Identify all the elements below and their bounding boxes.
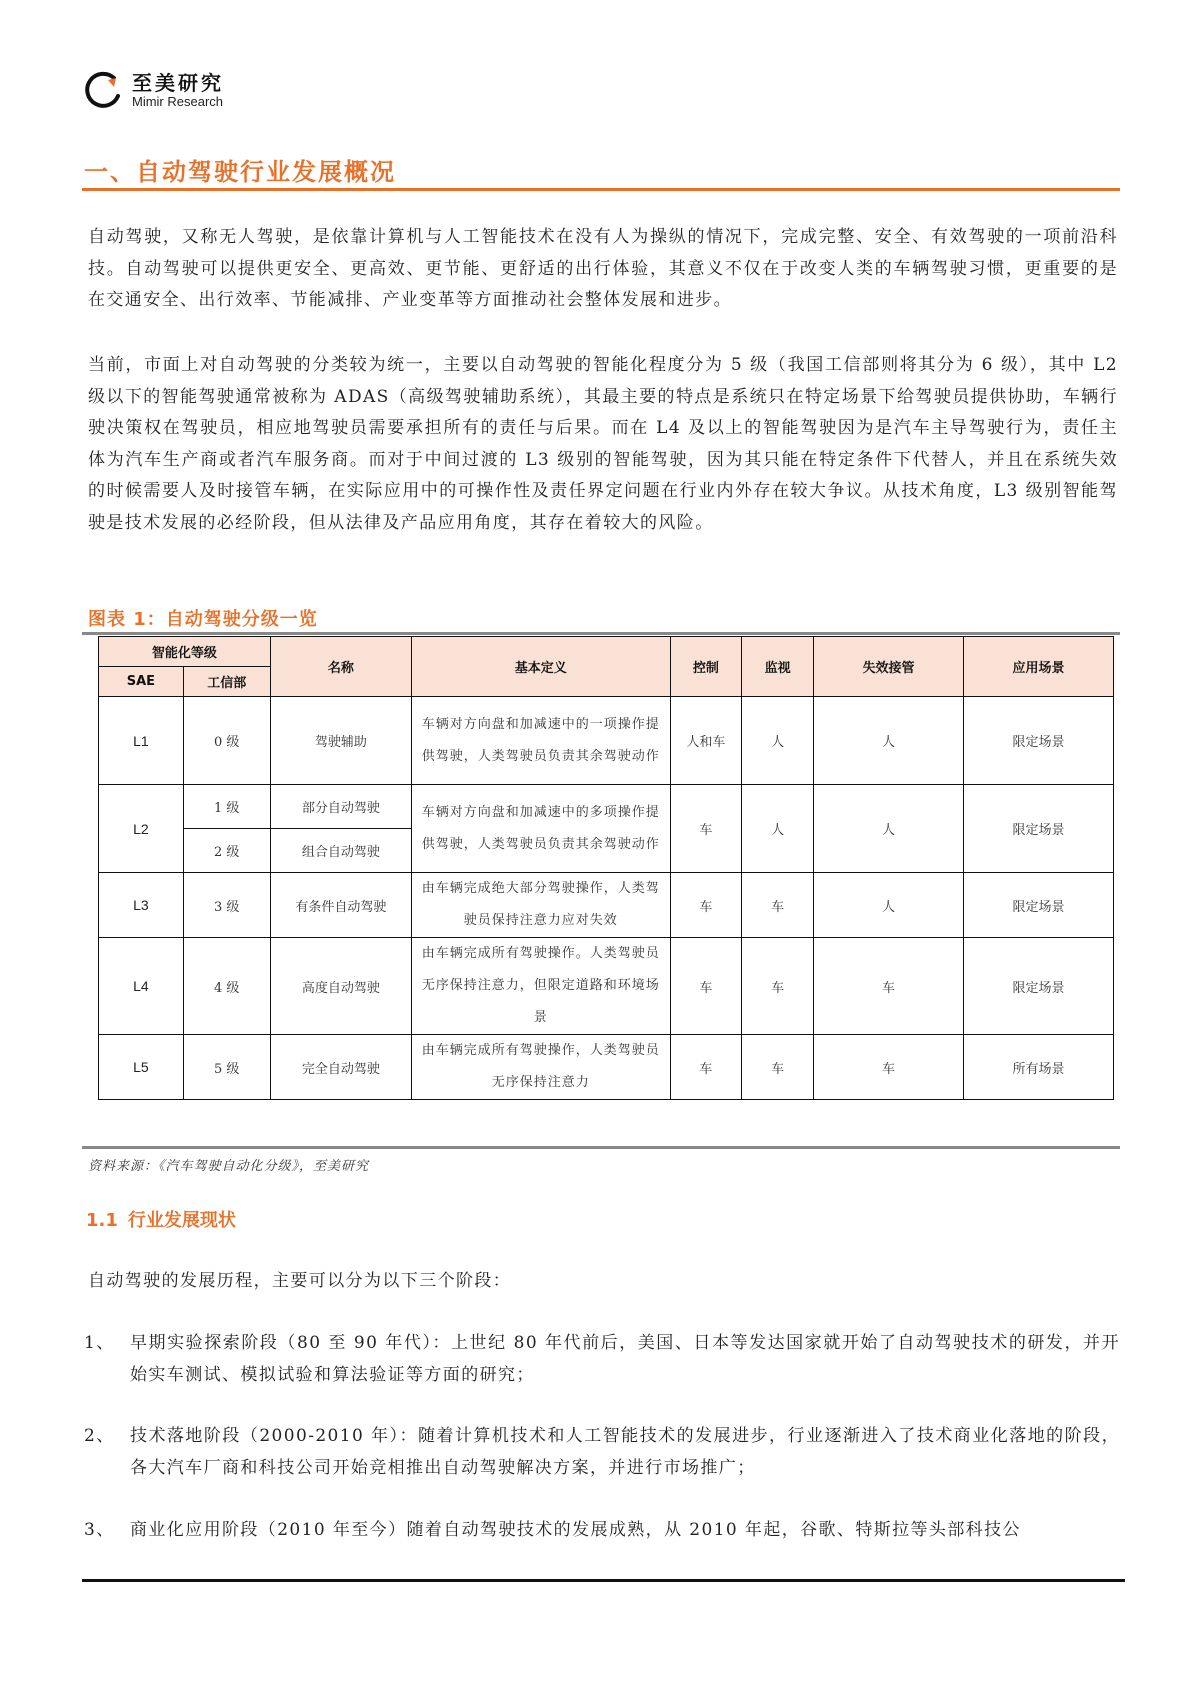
cell-name: 高度自动驾驶 [270, 938, 411, 1035]
cell-name: 部分自动驾驶 [270, 785, 411, 829]
header-scenario: 应用场景 [963, 637, 1113, 697]
cell-monitor: 车 [742, 1035, 814, 1100]
cell-definition: 车辆对方向盘和加减速中的多项操作提供驾驶，人类驾驶员负责其余驾驶动作 [411, 785, 670, 873]
cell-fallback: 人 [814, 697, 964, 785]
autonomy-levels-table [98, 636, 1114, 1100]
brand-logo [84, 70, 224, 110]
table-row [99, 1035, 1114, 1100]
subsection-intro: 自动驾驶的发展历程，主要可以分为以下三个阶段： [88, 1271, 512, 1291]
cell-monitor: 车 [742, 938, 814, 1035]
brand-name-en: Mimir Research [132, 93, 224, 109]
cell-fallback: 车 [814, 938, 964, 1035]
cell-control: 车 [670, 873, 742, 938]
list-index: 2、 [84, 1426, 115, 1446]
brand-name-cn: 至美研究 [132, 70, 224, 95]
cell-monitor: 车 [742, 873, 814, 938]
cell-miit: 3 级 [183, 873, 270, 938]
cell-name: 组合自动驾驶 [270, 829, 411, 873]
cell-sae: L2 [99, 785, 184, 873]
list-index: 3、 [84, 1520, 115, 1540]
paragraph-classification: 当前，市面上对自动驾驶的分类较为统一，主要以自动驾驶的智能化程度分为 5 级（我国工信部则将其分为 6 级），其中 L2 级以下的智能驾驶通常被称为 ADAS（高级驾驶辅助系统），其最主要的特点是系统只在特定场景下给驾驶员提供协助，车辆行驶决策权在驾驶员，相应地驾驶员需要承担所有的责任与后果。而在 L4 及以上的智能驾驶因为是汽车主导驾驶行为，责任主体为汽车生产商或者汽车服务商。而对于中间过渡的 L3 级别的智能驾驶，因为其只能在特定条件下代替人，并且在系统失效的时候需要人及时接管车辆，在实际应用中的可操作性及责任界定问题在行业内外存在较大争议。从技术角度，L3 级别智能驾驶是技术发展的必经阶段，但从法律及产品应用角度，其存在着较大的风险。 [88, 355, 1118, 533]
cell-control: 车 [670, 1035, 742, 1100]
cell-miit: 5 级 [183, 1035, 270, 1100]
logo-ring-icon [84, 70, 124, 110]
figure-title: 图表 1：自动驾驶分级一览 [88, 609, 318, 630]
table-row [99, 873, 1114, 938]
cell-scenario: 限定场景 [963, 938, 1113, 1035]
cell-name: 有条件自动驾驶 [270, 873, 411, 938]
table-row [99, 938, 1114, 1035]
section-heading: 一、自动驾驶行业发展概况 [84, 158, 396, 186]
cell-name: 完全自动驾驶 [270, 1035, 411, 1100]
header-miit: 工信部 [183, 667, 270, 697]
cell-miit: 0 级 [183, 697, 270, 785]
list-text: 早期实验探索阶段（80 至 90 年代）：上世纪 80 年代前后，美国、日本等发达国家就开始了自动驾驶技术的研发，并开始实车测试、模拟试验和算法验证等方面的研究； [130, 1333, 1120, 1385]
list-item [84, 1421, 1120, 1484]
cell-sae: L5 [99, 1035, 184, 1100]
cell-scenario: 所有场景 [963, 1035, 1113, 1100]
header-definition: 基本定义 [411, 637, 670, 697]
figure-source: 资料来源：《汽车驾驶自动化分级》，至美研究 [88, 1159, 370, 1174]
header-sae: SAE [99, 667, 184, 697]
list-item [84, 1515, 1120, 1547]
subsection-title: 行业发展现状 [127, 1210, 236, 1231]
cell-control: 车 [670, 938, 742, 1035]
page-footer-rule [82, 1579, 1125, 1582]
figure-top-rule [82, 632, 1120, 635]
list-text: 商业化应用阶段（2010 年至今）随着自动驾驶技术的发展成熟，从 2010 年起，谷歌、特斯拉等头部科技公 [130, 1520, 1021, 1540]
cell-control: 车 [670, 785, 742, 873]
header-level-group: 智能化等级 [99, 637, 271, 667]
header-name: 名称 [270, 637, 411, 697]
cell-miit: 2 级 [183, 829, 270, 873]
header-fallback: 失效接管 [814, 637, 964, 697]
paragraph-intro: 自动驾驶，又称无人驾驶，是依靠计算机与人工智能技术在没有人为操纵的情况下，完成完整、安全、有效驾驶的一项前沿科技。自动驾驶可以提供更安全、更高效、更节能、更舒适的出行体验，其意义不仅在于改变人类的车辆驾驶习惯，更重要的是在交通安全、出行效率、节能减排、产业变革等方面推动社会整体发展和进步。 [88, 227, 1118, 310]
table-row [99, 785, 1114, 829]
list-item [84, 1328, 1120, 1391]
cell-monitor: 人 [742, 697, 814, 785]
cell-fallback: 人 [814, 785, 964, 873]
list-index: 1、 [84, 1333, 115, 1353]
cell-miit: 1 级 [183, 785, 270, 829]
subsection-number: 1.1 [86, 1210, 118, 1231]
cell-definition: 车辆对方向盘和加减速中的一项操作提供驾驶，人类驾驶员负责其余驾驶动作 [411, 697, 670, 785]
cell-sae: L4 [99, 938, 184, 1035]
cell-scenario: 限定场景 [963, 785, 1113, 873]
cell-definition: 由车辆完成所有驾驶操作，人类驾驶员无序保持注意力 [411, 1035, 670, 1100]
cell-sae: L3 [99, 873, 184, 938]
cell-monitor: 人 [742, 785, 814, 873]
cell-definition: 由车辆完成绝大部分驾驶操作，人类驾驶员保持注意力应对失效 [411, 873, 670, 938]
cell-fallback: 车 [814, 1035, 964, 1100]
cell-fallback: 人 [814, 873, 964, 938]
cell-scenario: 限定场景 [963, 873, 1113, 938]
table-row [99, 697, 1114, 785]
heading-divider [82, 188, 1120, 191]
list-text: 技术落地阶段（2000-2010 年）：随着计算机技术和人工智能技术的发展进步，行业逐渐进入了技术商业化落地的阶段，各大汽车厂商和科技公司开始竞相推出自动驾驶解决方案，并进行市场推广； [130, 1426, 1120, 1478]
cell-definition: 由车辆完成所有驾驶操作。人类驾驶员无序保持注意力，但限定道路和环境场景 [411, 938, 670, 1035]
header-monitor: 监视 [742, 637, 814, 697]
cell-scenario: 限定场景 [963, 697, 1113, 785]
cell-sae: L1 [99, 697, 184, 785]
subsection-heading [86, 1206, 236, 1232]
cell-control: 人和车 [670, 697, 742, 785]
cell-miit: 4 级 [183, 938, 270, 1035]
header-control: 控制 [670, 637, 742, 697]
cell-name: 驾驶辅助 [270, 697, 411, 785]
figure-bottom-rule [82, 1146, 1120, 1149]
